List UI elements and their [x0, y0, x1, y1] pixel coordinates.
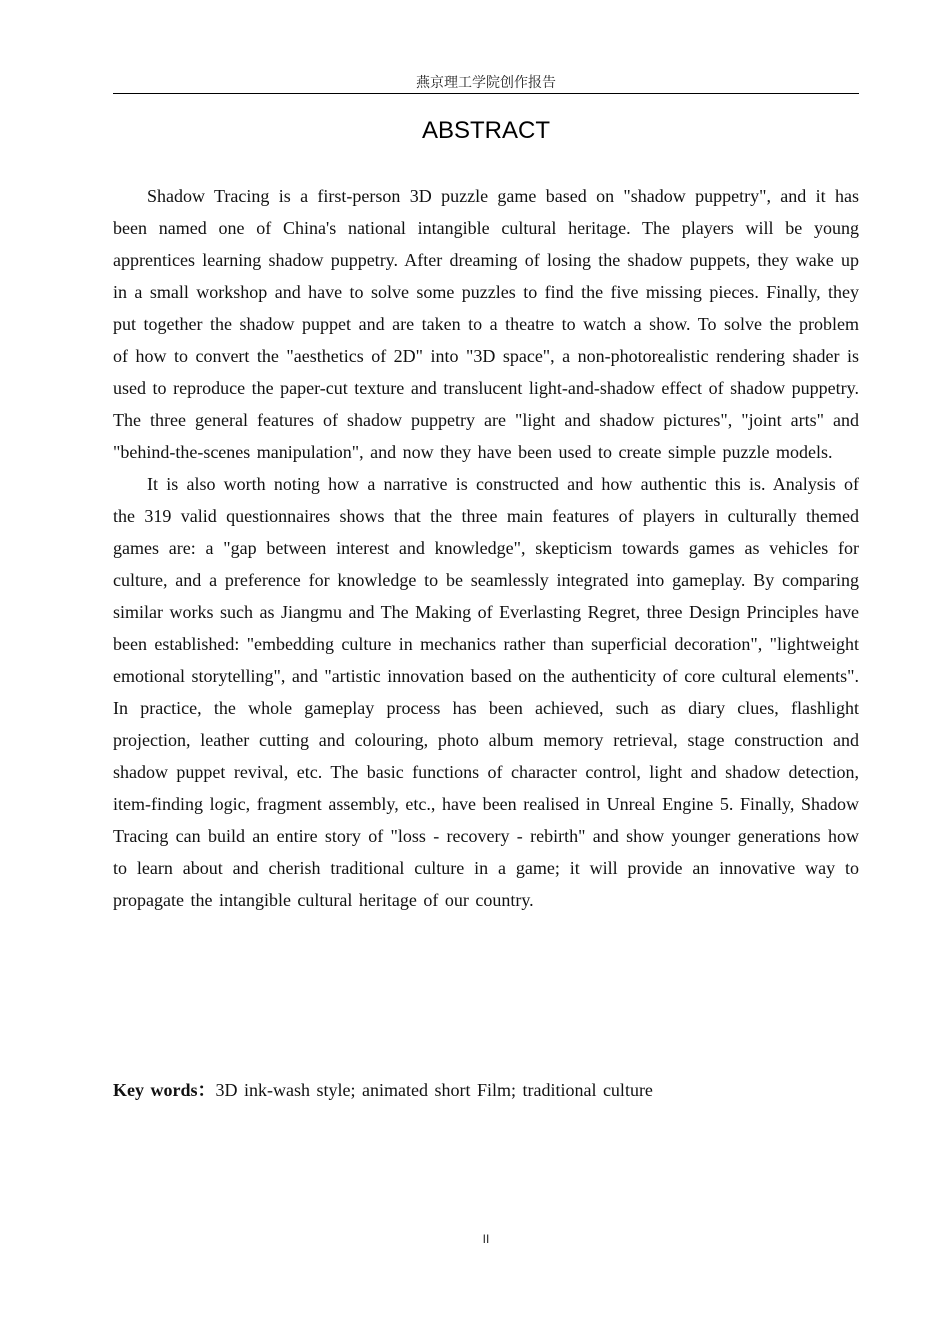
page-number: II [482, 1232, 490, 1246]
header-divider [113, 93, 859, 94]
keywords-line [113, 1074, 859, 1106]
abstract-paragraph-1: Shadow Tracing is a first-person 3D puzzle game based on "shadow puppetry", and it has been named one of China's national intangible cultural heritage. The players will be young apprentices learning shadow puppetry. After dreaming of losing the shadow puppets, they wake up in a small workshop and have to solve some puzzles to find the five missing pieces. Finally, they put together the shadow puppet and are taken to a theatre to watch a show. To solve the problem of how to convert the "aesthetics of 2D" into "3D space", a non-photorealistic rendering shader is used to reproduce the paper-cut texture and translucent light-and-shadow effect of shadow puppetry. The three general features of shadow puppetry are "light and shadow pictures", "joint arts" and "behind-the-scenes manipulation", and now they have been used to create simple puzzle models. [113, 186, 859, 462]
abstract-body [113, 180, 859, 916]
keywords-label: Key words： [113, 1080, 216, 1100]
abstract-paragraph-2: It is also worth noting how a narrative is constructed and how authentic this is. Analysis of the 319 valid questionnaires shows that the three main features of players in culturally themed games are: a "gap between interest and knowledge", skepticism towards games as vehicles for culture, and a preference for knowledge to be seamlessly integrated into gameplay. By comparing similar works such as Jiangmu and The Making of Everlasting Regret, three Design Principles have been established: "embedding culture in mechanics rather than superficial decoration", "lightweight emotional storytelling", and "artistic innovation based on the authenticity of core cultural elements". In practice, the whole gameplay process has been achieved, such as diary clues, flashlight projection, leather cutting and colouring, photo album memory retrieval, stage construction and shadow puppet revival, etc. The basic functions of character control, light and shadow detection, item-finding logic, fragment assembly, etc., have been realised in Unreal Engine 5. Finally, Shadow Tracing can build an entire story of "loss - recovery - rebirth" and show younger generations how to learn about and cherish traditional culture in a game; it will provide an innovative way to propagate the intangible cultural heritage of our country. [113, 474, 860, 910]
running-header: 燕京理工学院创作报告 [416, 75, 556, 91]
page-title: ABSTRACT [421, 117, 550, 144]
keywords-text: 3D ink-wash style; animated short Film; traditional culture [215, 1080, 653, 1100]
